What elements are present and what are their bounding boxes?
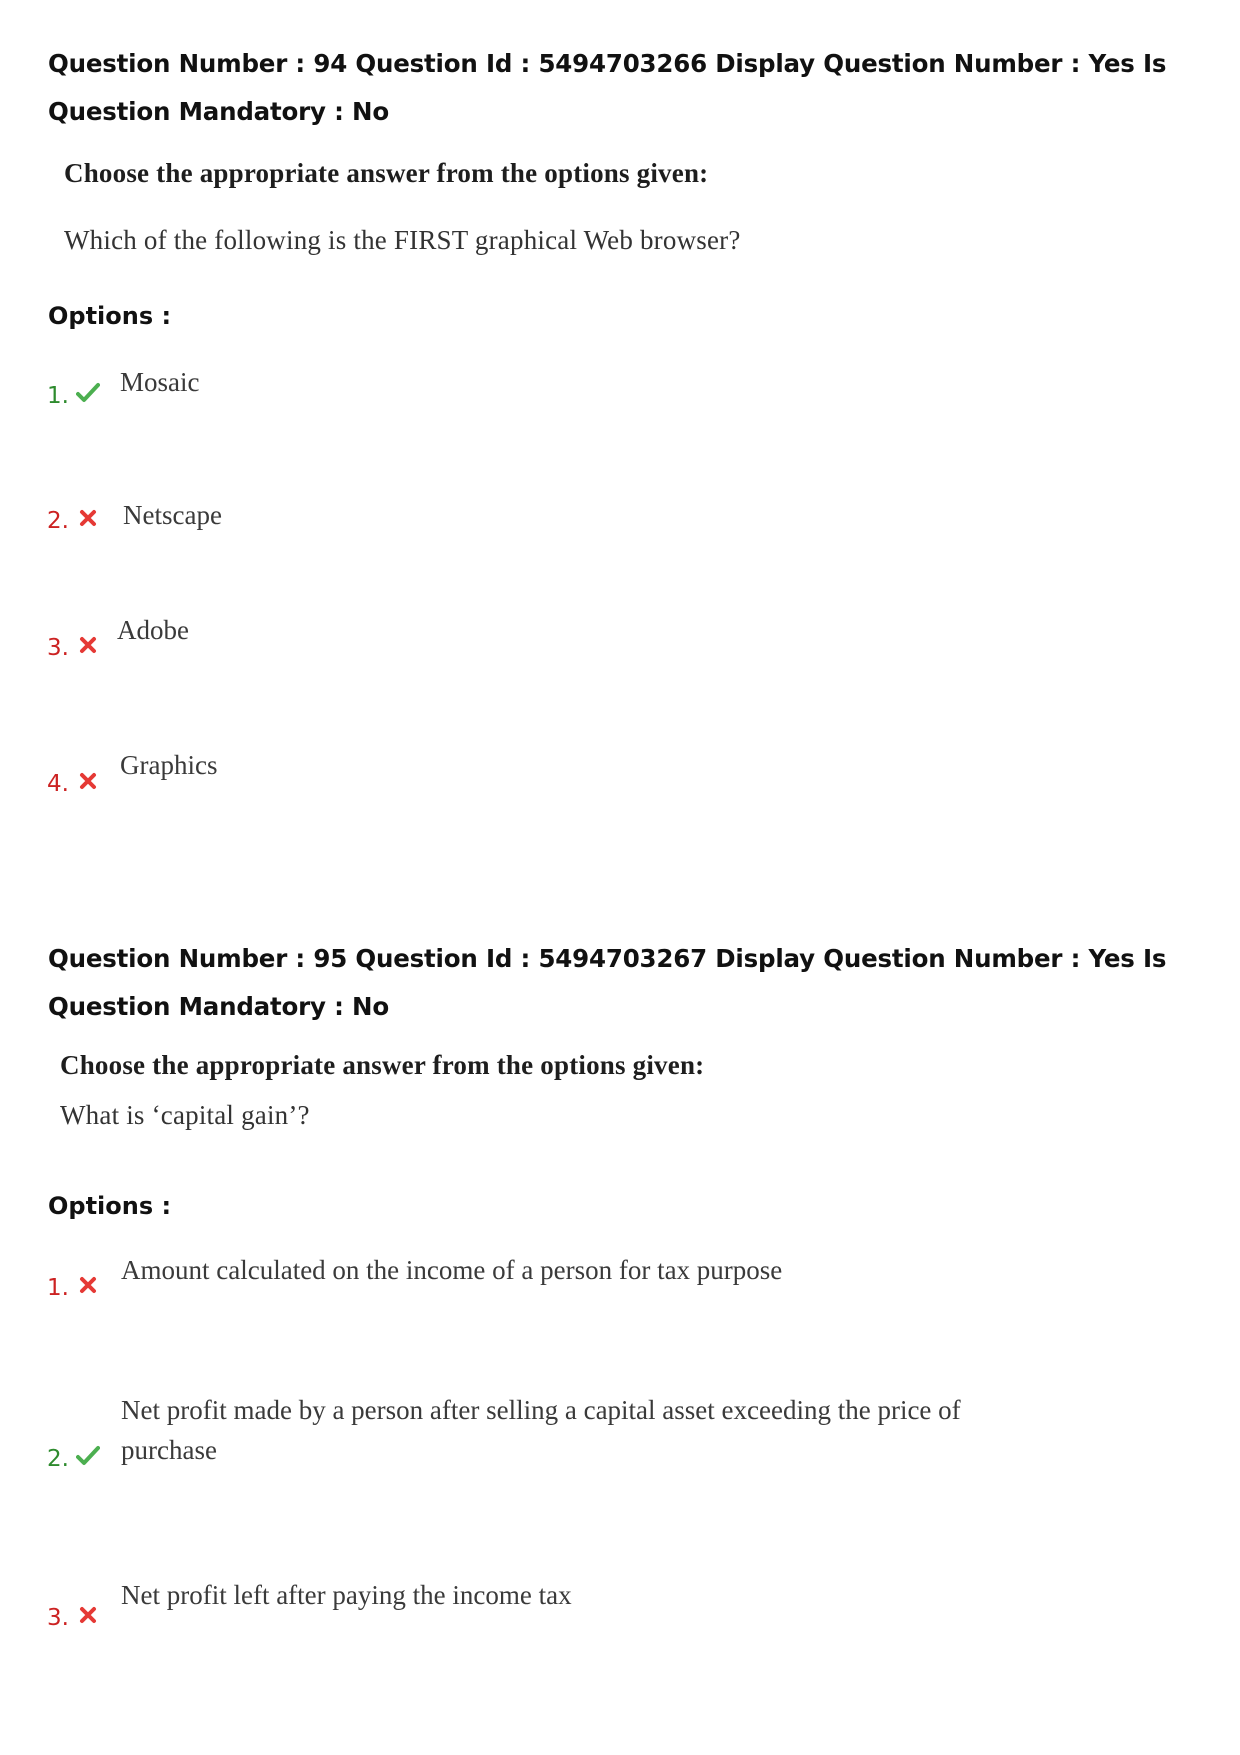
- options-label: Options :: [48, 1192, 172, 1220]
- check-icon: [76, 382, 100, 404]
- question-instruction: Choose the appropriate answer from the options given:: [64, 158, 709, 188]
- option-number: 3.: [47, 635, 69, 661]
- option-text: Netscape: [123, 500, 222, 530]
- question-header: Question Number : 94 Question Id : 5494703266 Display Question Number : Yes Is Question Mandatory : No: [48, 49, 1167, 126]
- question-95: [0, 895, 1240, 1755]
- option-text: Graphics: [120, 750, 218, 780]
- option-number: 1.: [47, 383, 69, 409]
- option-text: Amount calculated on the income of a person for tax purpose: [121, 1255, 783, 1285]
- option-number: 3.: [47, 1605, 69, 1631]
- option-1: [0, 362, 1240, 472]
- question-text: Which of the following is the FIRST graphical Web browser?: [64, 225, 741, 255]
- option-number: 2.: [47, 1446, 69, 1472]
- option-1: [0, 1250, 1240, 1360]
- question-text: What is ‘capital gain’?: [60, 1100, 310, 1130]
- option-text: Mosaic: [120, 367, 200, 397]
- option-2: [0, 1390, 1240, 1530]
- option-number: 4.: [47, 771, 69, 797]
- cross-icon: [76, 634, 100, 656]
- question-header: Question Number : 95 Question Id : 5494703267 Display Question Number : Yes Is Question Mandatory : No: [48, 944, 1167, 1021]
- cross-icon: [76, 507, 100, 529]
- question-94: [0, 0, 1240, 860]
- check-icon: [76, 1445, 100, 1467]
- options-label: Options :: [48, 302, 172, 330]
- option-3: [0, 610, 1240, 720]
- cross-icon: [76, 770, 100, 792]
- option-text: Net profit made by a person after selling a capital asset exceeding the price of purchase: [121, 1395, 961, 1465]
- option-number: 2.: [47, 508, 69, 534]
- question-instruction: Choose the appropriate answer from the options given:: [60, 1050, 705, 1080]
- cross-icon: [76, 1604, 100, 1626]
- option-text: Adobe: [117, 615, 189, 645]
- option-3: [0, 1575, 1240, 1685]
- option-text: Net profit left after paying the income tax: [121, 1580, 572, 1610]
- option-number: 1.: [47, 1275, 69, 1301]
- cross-icon: [76, 1274, 100, 1296]
- option-4: [0, 745, 1240, 855]
- option-2: [0, 495, 1240, 605]
